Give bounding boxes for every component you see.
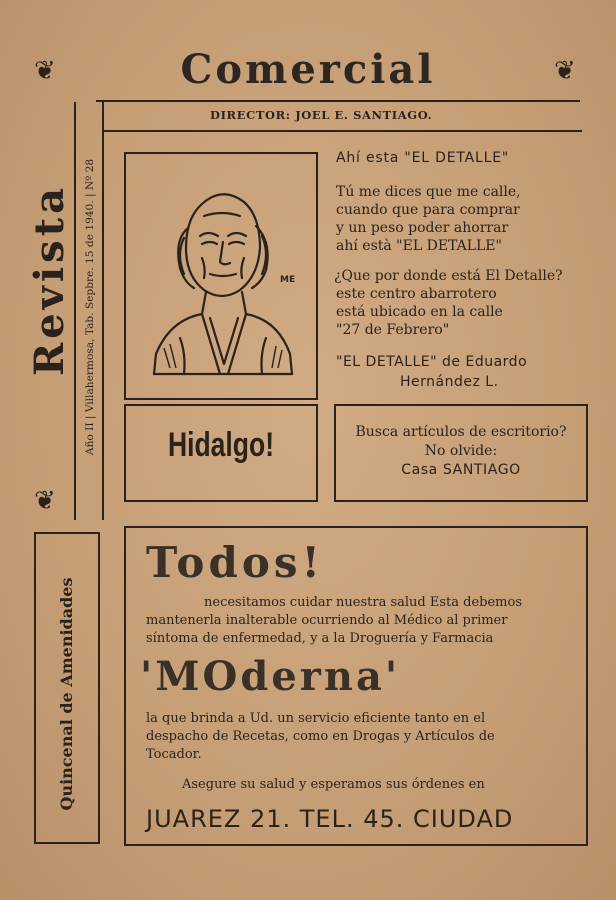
detalle-signature-line1: "EL DETALLE" de Eduardo xyxy=(336,354,528,370)
detalle-verse1-line3: y un peso poder ahorrar xyxy=(336,220,509,236)
detalle-verse1-line4: ahí està "EL DETALLE" xyxy=(336,238,502,254)
side-rule-left xyxy=(74,102,76,520)
santiago-line3: Casa SANTIAGO xyxy=(401,462,521,478)
moderna-paragraph1-line2: mantenerla inalterable ocurriendo al Médico al primer xyxy=(146,613,508,628)
masthead-rule-top xyxy=(96,100,580,102)
todos-headline: Todos! xyxy=(146,538,324,587)
moderna-paragraph1-line3: síntoma de enfermedad, y a la Droguería y Farmacia xyxy=(146,631,494,646)
director-line: DIRECTOR: JOEL E. SANTIAGO. xyxy=(210,108,433,122)
moderna-paragraph1-line1: necesitamos cuidar nuestra salud Esta debemos xyxy=(204,595,522,610)
issue-line: Año II | Villahermosa, Tab. Sepbre. 15 de 1940. | Nº 28 xyxy=(84,158,96,456)
moderna-paragraph2-line1: la que brinda a Ud. un servicio eficiente tanto en el xyxy=(146,711,486,726)
moderna-brand: 'MOderna' xyxy=(140,653,401,700)
detalle-verse1-line1: Tú me dices que me calle, xyxy=(336,184,521,200)
moderna-address: JUAREZ 21. TEL. 45. CIUDAD xyxy=(146,805,514,833)
detalle-verse2-line4: "27 de Febrero" xyxy=(336,322,450,338)
fleuron-ornament-left: ❦ xyxy=(34,56,56,86)
detalle-verse2-line1: ¿Que por donde está El Detalle? xyxy=(334,268,563,284)
moderna-paragraph2-line2: despacho de Recetas, como en Drogas y Artículos de xyxy=(146,729,495,744)
quincenal-subtitle: Quincenal de Amenidades xyxy=(57,577,76,811)
santiago-line2: No olvide: xyxy=(424,443,498,459)
detalle-signature-line2: Hernández L. xyxy=(400,374,499,390)
side-rule-right xyxy=(102,102,104,520)
masthead-title: Comercial xyxy=(180,46,436,93)
artist-monogram: ME xyxy=(280,275,296,285)
detalle-verse2-line2: este centro abarrotero xyxy=(336,286,497,302)
moderna-closing: Asegure su salud y esperamos sus órdenes en xyxy=(182,777,485,792)
hidalgo-caption: Hidalgo! xyxy=(167,426,275,464)
detalle-verse2-line3: está ubicado en la calle xyxy=(336,304,503,320)
masthead-rule-bottom xyxy=(104,130,582,132)
revista-vertical-title: Revista xyxy=(26,183,73,377)
moderna-paragraph2-line3: Tocador. xyxy=(146,747,202,762)
detalle-heading: Ahí esta "EL DETALLE" xyxy=(336,150,510,166)
hidalgo-portrait-illustration xyxy=(140,178,302,378)
santiago-line1: Busca artículos de escritorio? xyxy=(355,424,567,440)
fleuron-ornament-side: ❦ xyxy=(34,486,56,516)
fleuron-ornament-right: ❦ xyxy=(554,56,576,86)
detalle-verse1-line2: cuando que para comprar xyxy=(336,202,520,218)
